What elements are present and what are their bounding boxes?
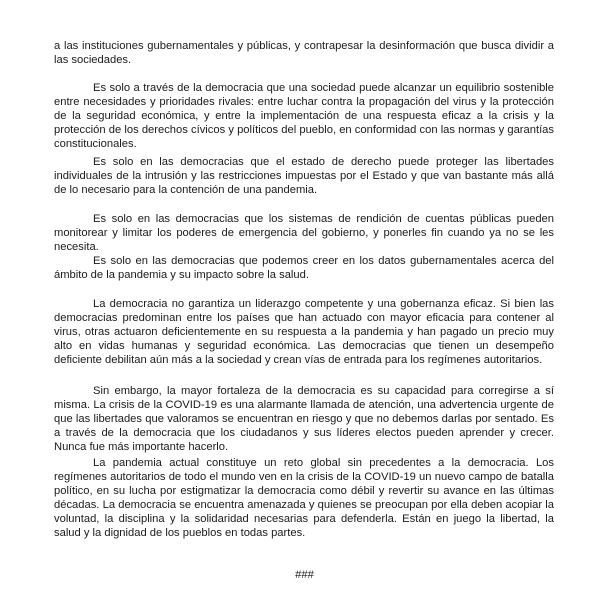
paragraph-global-challenge: La pandemia actual constituye un reto global sin precedentes a la democracia. Los regímenes autoritarios de todo el mundo ven en la crisis de la COVID-19 un nuevo campo de batalla político, en su lucha por estigmatizar la democracia como débil y revertir su avance en las últimas décadas. La democracia se encuentra amenazada y quienes se preocupan por ella deben acopiar la voluntad, la disciplina y la solidaridad necesarias para defenderla. Están en juego la libertad, la salud y la dignidad de los pueblos en todas partes. [54,457,554,539]
paragraph-democracy-balance: Es solo a través de la democracia que una sociedad puede alcanzar un equilibrio sostenible entre necesidades y prioridades rivales: entre luchar contra la propagación del virus y la protección de la seguridad económica, y entre la implementación de una respuesta eficaz a la crisis y la protección de los derechos cívicos y políticos del pueblo, en conformidad con las normas y garantías constitucionales. [54,82,554,150]
paragraph-government-data: Es solo en las democracias que podemos creer en los datos gubernamentales acerca del ámbito de la pandemia y su impacto sobre la salud. [54,255,554,281]
closing-mark: ### [295,569,314,581]
paragraph-rule-of-law: Es solo en las democracias que el estado de derecho puede proteger las libertades individuales de la intrusión y las restricciones impuestas por el Estado y que van bastante más allá de lo necesario para la contención de una pandemia. [54,156,554,196]
paragraph-accountability: Es solo en las democracias que los sistemas de rendición de cuentas públicas pueden monitorear y limitar los poderes de emergencia del gobierno, y ponerles fin cuando ya no se les necesita. [54,213,554,253]
paragraph-self-correction: Sin embargo, la mayor fortaleza de la democracia es su capacidad para corregirse a sí misma. La crisis de la COVID-19 es una alarmante llamada de atención, una advertencia urgente de que las libertades que valoramos se encuentran en riesgo y que no debemos darlas por sentado. Es a través de la democracia que los ciudadanos y sus líderes electos pueden aprender y crecer. Nunca fue más importante hacerlo. [54,385,554,453]
paragraph-leadership: La democracia no garantiza un liderazgo competente y una gobernanza eficaz. Si bien las democracias predominan entre los países que han actuado con mayor eficacia para contener al virus, otras actuaron deficientemente en su respuesta a la pandemia y han pagado un precio muy alto en vidas humanas y seguridad económica. Las democracias que tienen un desempeño deficiente debilitan aún más a la sociedad y crean vías de entrada para los regímenes autoritarios. [54,298,554,366]
paragraph-continuation: a las instituciones gubernamentales y públicas, y contrapesar la desinformación que busca dividir a las sociedades. [54,40,554,66]
